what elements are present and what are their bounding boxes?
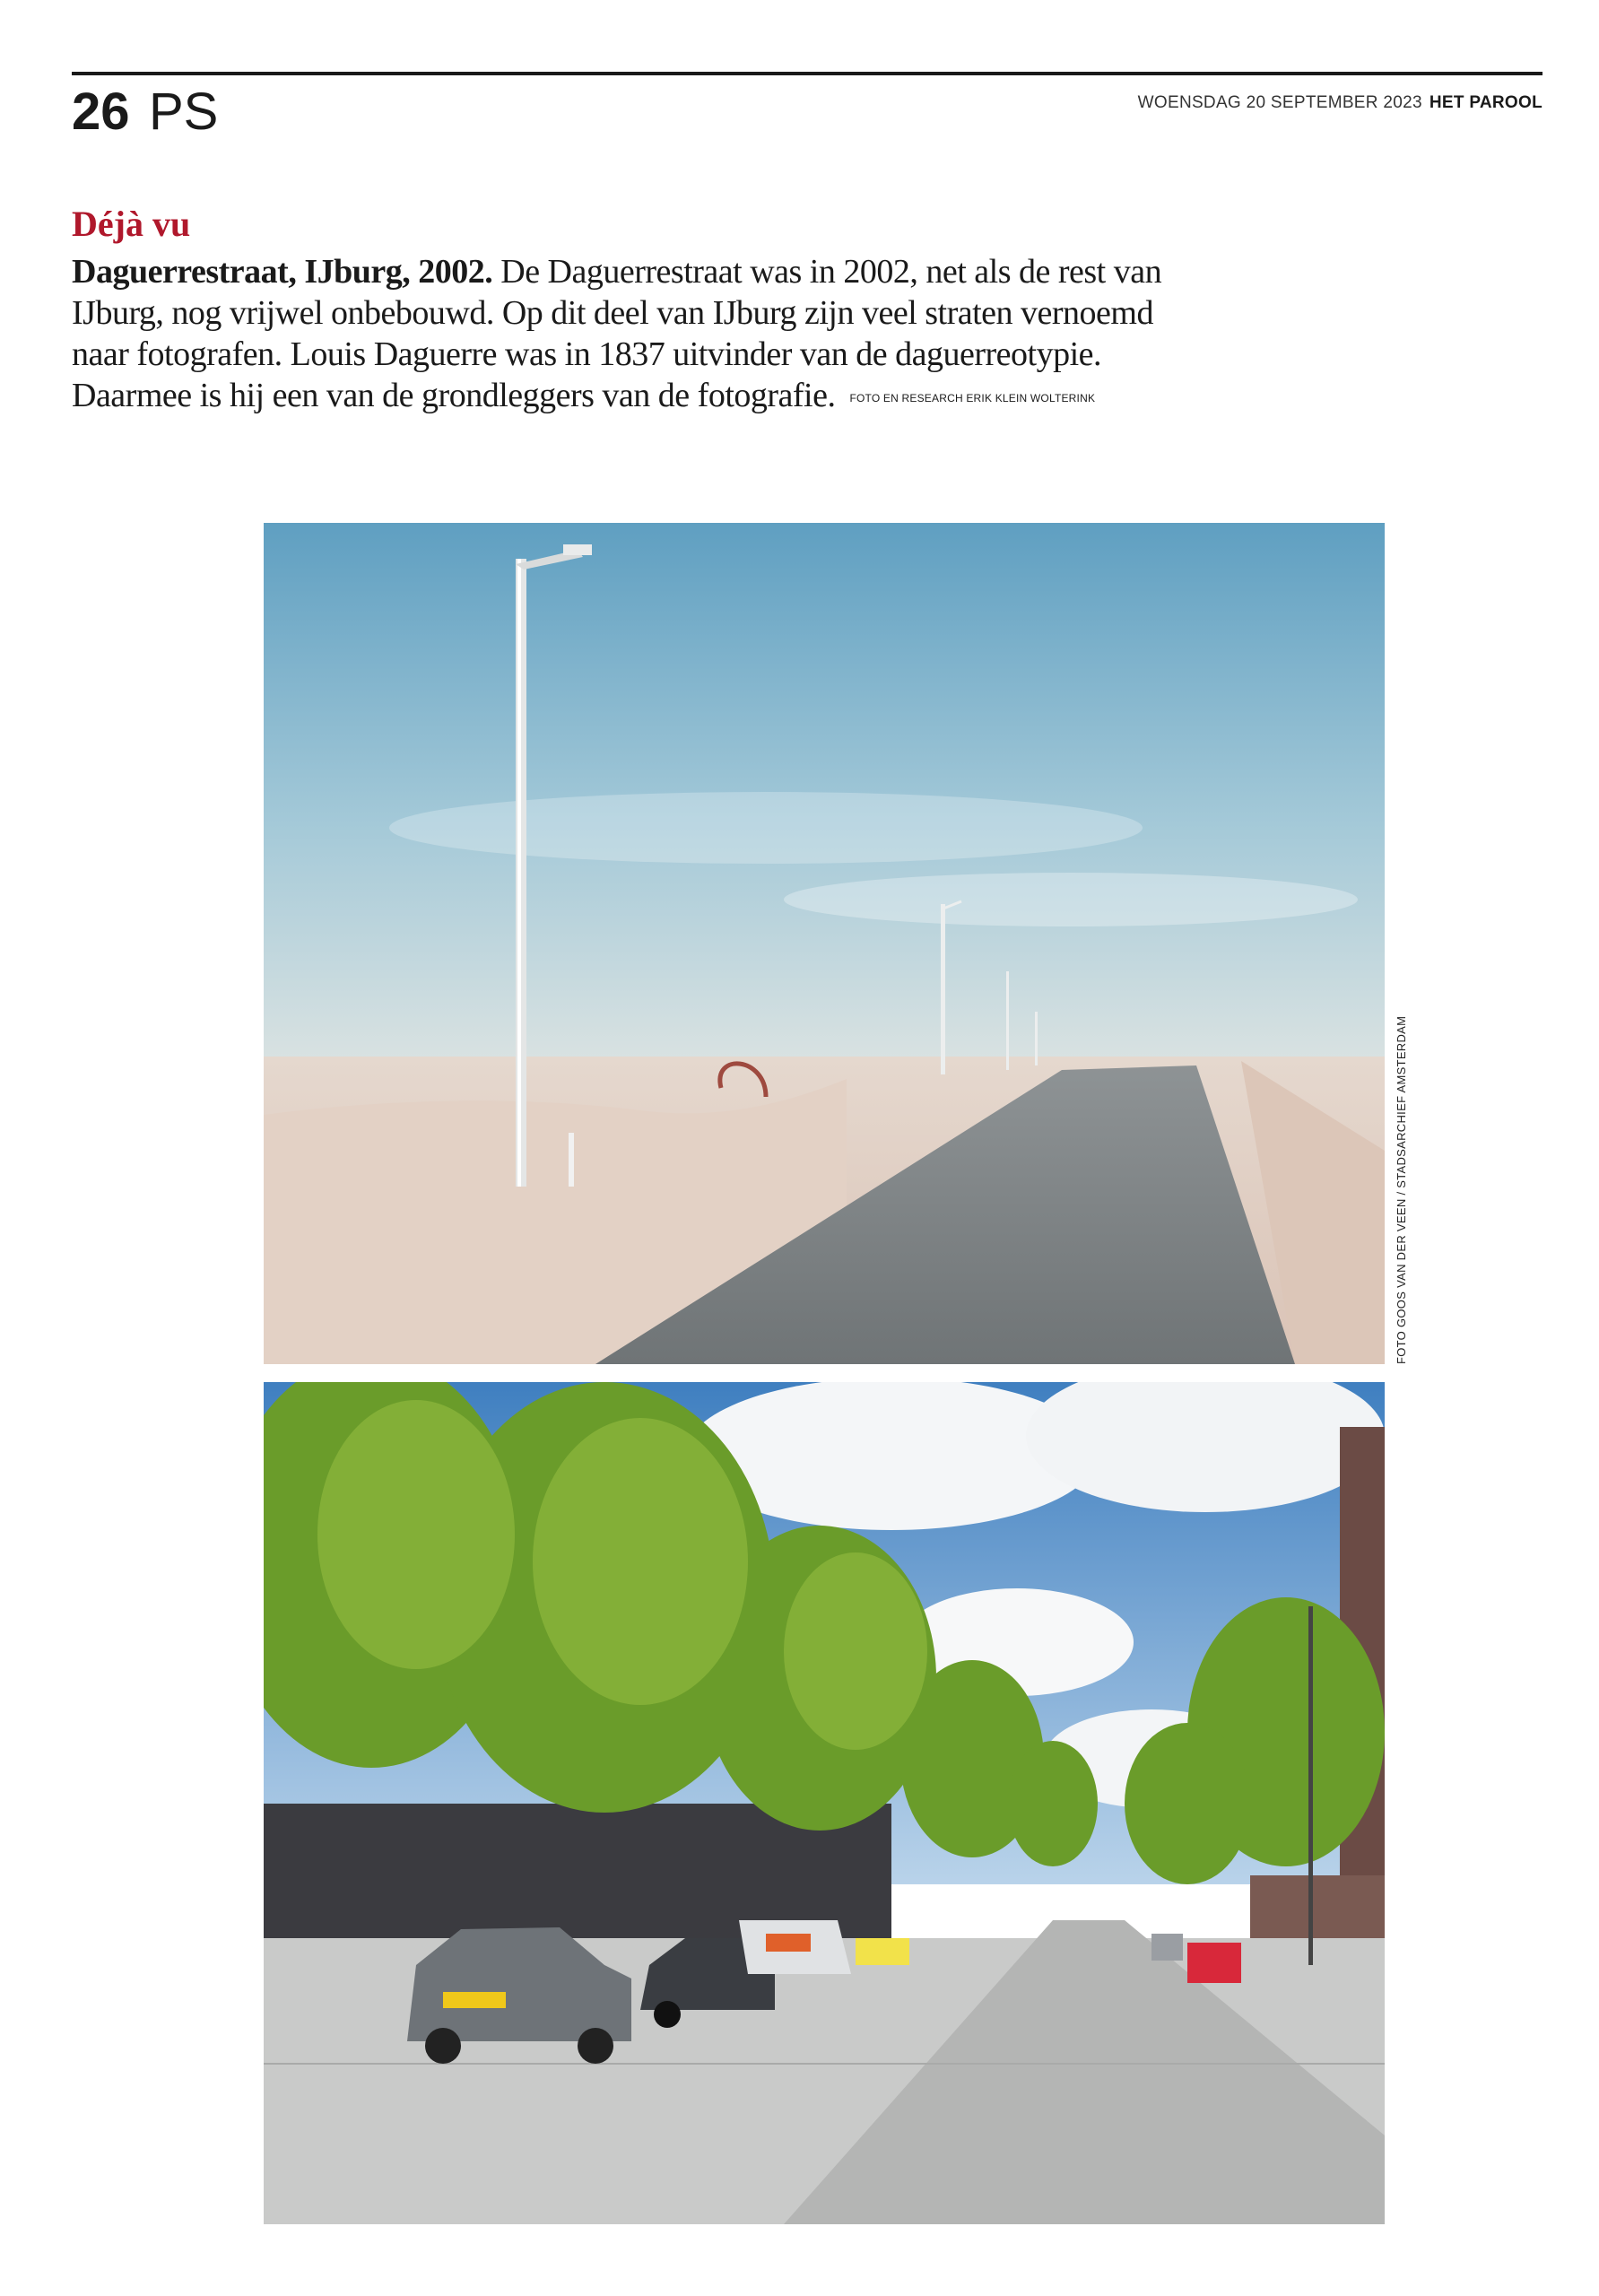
- page-number: 26: [72, 83, 130, 141]
- historic-photo-2002: [264, 523, 1385, 1364]
- caption-body: De Daguerrestraat was in 2002, net als de rest van IJburg, nog vrijwel onbebouwd. Op dit deel van IJburg zijn veel straten vernoemd naar fotografen. Louis Daguerre was in 1837 uitvinder van de daguerreotypie. Daarmee is hij een van de grondleggers van de fotografie.: [72, 253, 1162, 414]
- research-credit: FOTO EN RESEARCH ERIK KLEIN WOLTERINK: [849, 392, 1096, 405]
- caption-lead: Daguerrestraat, IJburg, 2002.: [72, 253, 493, 291]
- column-kicker: Déjà vu: [72, 204, 191, 244]
- photo-credit-archive: FOTO GOOS VAN DER VEEN / STADSARCHIEF AMSTERDAM: [1395, 1015, 1408, 1364]
- publication-name: HET PAROOL: [1429, 93, 1543, 112]
- section-name: PS: [149, 83, 219, 141]
- dateline: [1138, 93, 1543, 113]
- issue-date: WOENSDAG 20 SEPTEMBER 2023: [1137, 93, 1422, 112]
- present-day-photo: [264, 1382, 1385, 2224]
- header-rule: [72, 72, 1543, 75]
- article-caption: [72, 251, 1184, 419]
